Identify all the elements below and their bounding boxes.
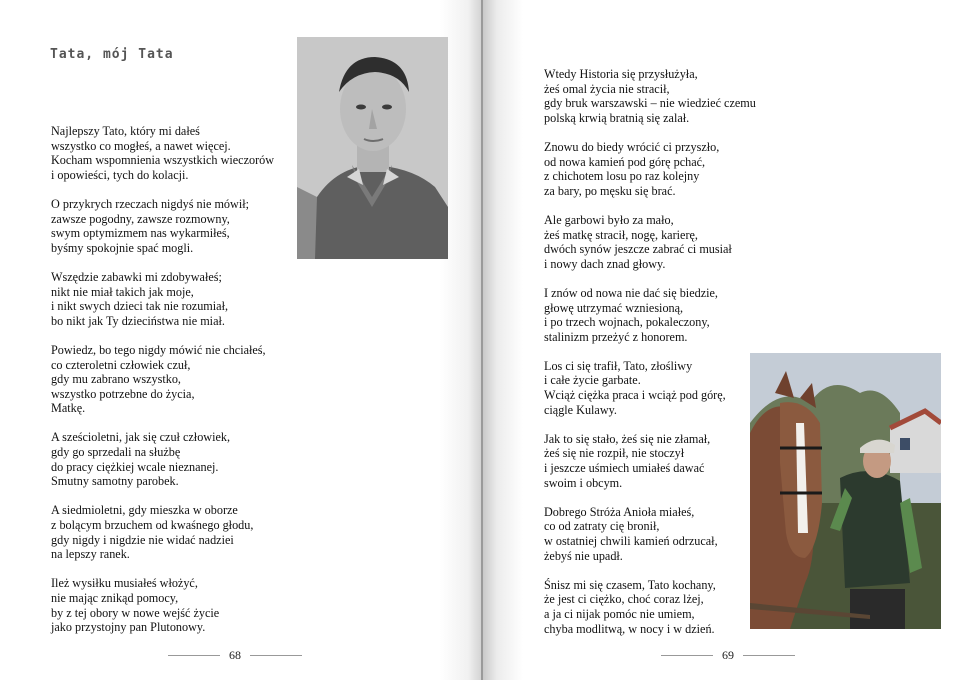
right-page: [483, 0, 964, 680]
poem-line: Znowu do biedy wrócić ci przyszło,: [544, 139, 720, 154]
poem-line: na lepszy ranek.: [51, 547, 130, 562]
poem-line: A sześcioletni, jak się czuł człowiek,: [51, 430, 231, 445]
poem-line: nikt nie miał takich jak moje,: [51, 284, 194, 299]
poem-line: nie mając znikąd pomocy,: [51, 591, 179, 605]
stanza: [544, 432, 756, 490]
poem-line: z bolącym brzuchem od kwaśnego głodu,: [51, 518, 254, 533]
poem-line: Matkę.: [51, 401, 86, 416]
left-page: [0, 0, 481, 680]
poem-line: i opowieści, tych do kolacji.: [51, 167, 189, 182]
poem-line: gdy nigdy i nigdzie nie widać nadziei: [51, 532, 234, 547]
poem-line: co czteroletni człowiek czuł,: [51, 357, 191, 372]
page-number: 69: [722, 648, 734, 662]
page-footer-left: [168, 648, 302, 664]
poem-line: Ale garbowi było za mało,: [544, 212, 674, 227]
poem-line: swoim i obcym.: [544, 475, 623, 490]
poem-line: wszystko co mogłeś, a nawet więcej.: [51, 138, 231, 153]
poem-line: głowę utrzymać wzniesioną,: [544, 300, 684, 315]
poem-line: ciągle Kulawy.: [544, 402, 617, 417]
poem-line: gdy go sprzedali na służbę: [51, 445, 181, 460]
poem-line: od nowa kamień pod górę pchać,: [544, 154, 706, 169]
poem-line: i całe życie garbate.: [544, 373, 641, 388]
stanza: [51, 197, 274, 255]
poem-line: Najlepszy Tato, który mi dałeś: [51, 124, 200, 138]
stanza: [544, 213, 756, 271]
poem-line: bo nikt jak Ty dzieciństwa nie miał.: [51, 313, 225, 328]
poem-line: O przykrych rzeczach nigdyś nie mówił;: [51, 196, 249, 211]
poem-line: i jeszcze uśmiech umiałeś dawać: [544, 461, 705, 476]
poem-line: A siedmioletni, gdy mieszka w oborze: [51, 503, 238, 518]
footer-rule: [250, 655, 302, 656]
poem-line: co od zatraty cię bronił,: [544, 519, 660, 534]
poem-line: za bary, po męsku się brać.: [544, 183, 676, 198]
stanza: [51, 430, 274, 488]
poem-line: Los ci się trafił, Tato, złośliwy: [544, 358, 693, 373]
poem-line: z chichotem losu po raz kolejny: [544, 169, 700, 184]
poem-line: dwóch synów jeszcze zabrać ci musiał: [544, 242, 732, 257]
stanza: [544, 140, 756, 198]
stanza: [51, 576, 274, 634]
poem-line: gdy mu zabrano wszystko,: [51, 372, 181, 387]
poem-line: żeś omal życia nie stracił,: [544, 81, 670, 96]
poem-line: i po trzech wojnach, pokaleczony,: [544, 315, 710, 330]
poem-line: Smutny samotny parobek.: [51, 474, 179, 489]
poem-line: byśmy spokojnie spać mogli.: [51, 240, 194, 255]
poem-line: zawsze pogodny, zawsze rozmowny,: [51, 211, 230, 226]
poem-line: wszystko potrzebne do życia,: [51, 386, 195, 401]
poem-line: a ja ci nijak pomóc nie umiem,: [544, 606, 695, 621]
stanza: [544, 67, 756, 125]
poem-line: jako przystojny pan Plutonowy.: [51, 620, 206, 635]
poem-line: Wszędzie zabawki mi zdobywałeś;: [51, 269, 222, 284]
poem-line: i nikt swych dzieci tak nie rozumiał,: [51, 299, 229, 314]
poem-line: Dobrego Stróża Anioła miałeś,: [544, 504, 695, 519]
poem-line: stalinizm przeżyć z honorem.: [544, 329, 688, 344]
poem-line: gdy bruk warszawski – nie wiedzieć czemu: [544, 96, 756, 111]
poem-line: Ileż wysiłku musiałeś włożyć,: [51, 576, 198, 591]
poem-line: swym optymizmem nas wykarmiłeś,: [51, 226, 230, 241]
poem-line: żebyś nie upadł.: [544, 548, 623, 563]
poem-right-column: [544, 67, 756, 651]
stanza: [51, 503, 274, 561]
poem-line: że jest ci ciężko, choć coraz lżej,: [544, 592, 704, 607]
poem-line: w ostatniej chwili kamień odrzucał,: [544, 534, 718, 548]
stanza: [51, 343, 274, 416]
poem-left-column: [51, 124, 274, 649]
poem-line: do pracy ciężkiej wcale nieznanej.: [51, 459, 219, 474]
poem-line: żeś się nie rozpił, nie stoczył: [544, 446, 685, 461]
stanza: [51, 124, 274, 182]
poem-line: Kocham wspomnienia wszystkich wieczorów: [51, 153, 275, 168]
man-with-horse-photo: [750, 353, 941, 629]
poem-line: polską krwią bratnią się zalał.: [544, 110, 690, 125]
poem-line: żeś matkę stracił, nogę, karierę,: [544, 227, 698, 242]
stanza: [544, 505, 756, 563]
stanza: [544, 286, 756, 344]
poem-line: Wtedy Historia się przysłużyła,: [544, 67, 698, 81]
stanza: [51, 270, 274, 328]
poem-line: Powiedz, bo tego nigdy mówić nie chciałeś,: [51, 342, 266, 357]
poem-line: Wciąż ciężka praca i wciąż pod górę,: [544, 388, 726, 403]
poem-title: Tata, mój Tata: [50, 47, 174, 62]
poem-line: by z tej obory w nowe wejść życie: [51, 605, 220, 620]
soldier-portrait-photo: [297, 37, 448, 259]
poem-line: i nowy dach znad głowy.: [544, 256, 666, 271]
stanza: [544, 578, 756, 636]
footer-rule: [743, 655, 795, 656]
poem-line: chyba modlitwą, w nocy i w dzień.: [544, 621, 715, 636]
poem-line: Śnisz mi się czasem, Tato kochany,: [544, 577, 716, 592]
stanza: [544, 359, 756, 417]
page-number: 68: [229, 648, 241, 662]
poem-line: Jak to się stało, żeś się nie złamał,: [544, 431, 711, 446]
poem-line: I znów od nowa nie dać się biedzie,: [544, 285, 718, 300]
page-footer-right: [661, 648, 795, 664]
